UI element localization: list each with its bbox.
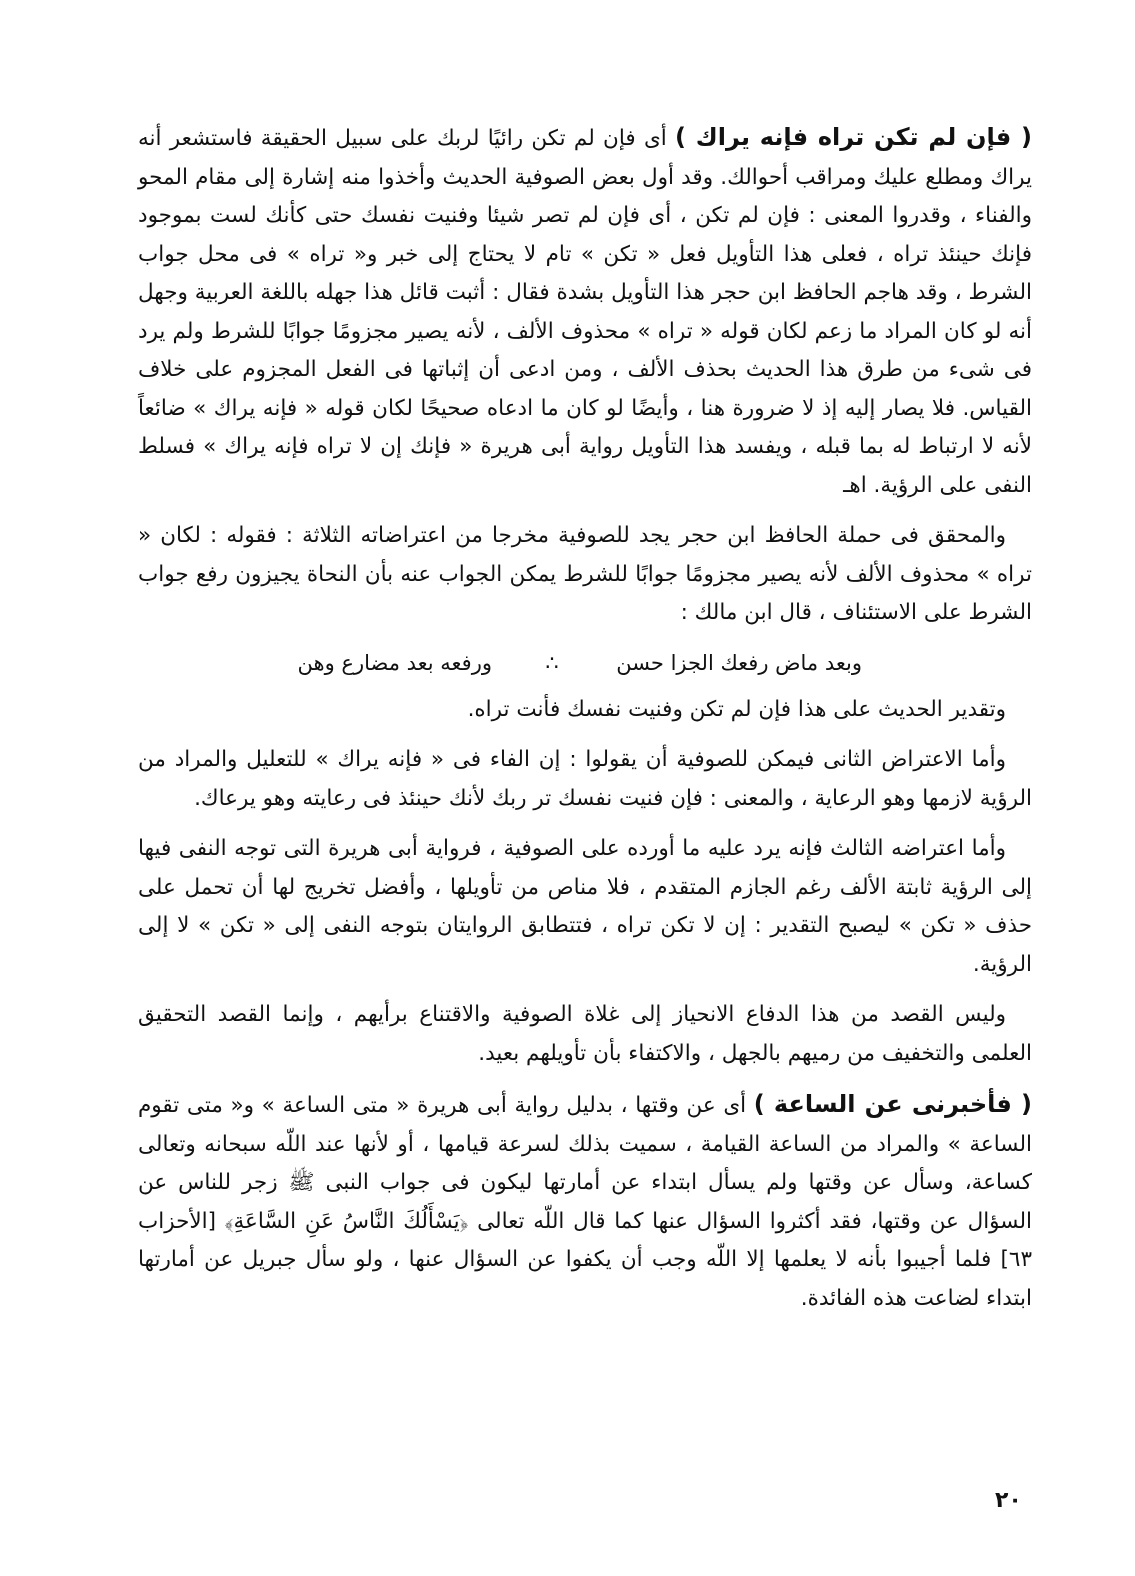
paragraph-text: أى عن وقتها ، بدليل رواية أبى هريرة « متى الساعة » و« متى تقوم الساعة » والمراد من الساعة القيامة ، سميت بذلك لسرعة قيامها ، أو لأنها عند اللّه سبحانه وتعالى كساعة، وسأل عن وقتها ولم يسأل ابتداء عن أمارتها ليكون فى جواب النبى ﷺ زجر للناس عن السؤال عن وقتها، فقد أكثروا السؤال عنها كما قال اللّه تعالى ﴿يَسْأَلُكَ النَّاسُ عَنِ السَّاعَةِ﴾ [الأحزاب ٦٣] فلما أجيبوا بأنه لا يعلمها إلا اللّه وجب أن يكفوا عن السؤال عنها ، ولو سأل جبريل عن أمارتها ابتداء لضاعت هذه الفائدة. <box>138 1093 1032 1311</box>
paragraph-taqdir: وتقدير الحديث على هذا فإن لم تكن وفنيت نفسك فأنت تراه. <box>467 696 1006 722</box>
hadith-quote-lead: ( فإن لم تكن تراه فإنه يراك ) <box>675 123 1032 151</box>
paragraph-second-objection: وأما الاعتراض الثانى فيمكن للصوفية أن يقولوا : إن الفاء فى « فإنه يراك » للتعليل والمراد من الرؤية لازمها وهو الرعاية ، والمعنى : فإن فنيت نفسك تر ربك لأنك حينئذ فى رعايته وهو يرعاك. <box>138 747 1032 811</box>
paragraph-hadith-sa-a <box>138 1085 1032 1318</box>
paragraph-muhaqqiq <box>138 517 1032 633</box>
paragraph-text: والمحقق فى حملة الحافظ ابن حجر يجد للصوفية مخرجا من اعتراضاته الثلاثة : فقوله : لكان « تراه » محذوف الألف لأنه يصير مجزومًا جوابًا للشرط يمكن الجواب عنه بأن النحاة يجيزون رفع جواب الشرط على الاستئناف ، قال ابن مالك : <box>138 523 1032 625</box>
spacer <box>138 729 1032 741</box>
spacer <box>138 1073 1032 1085</box>
spacer <box>138 505 1032 517</box>
verse-second-hemistich: ورفعه بعد مضارع وهن <box>297 650 492 675</box>
paragraph-third-objection: وأما اعتراضه الثالث فإنه يرد عليه ما أورده على الصوفية ، فرواية أبى هريرة التى توجه النفى فيها إلى الرؤية ثابتة الألف رغم الجازم المتقدم ، فلا مناص من تأويلها ، وأفضل تخريج لها أن تحمل على حذف « تكن » ليصبح التقدير : إن لا تكن تراه ، فتتطابق الروايتان بتوجه النفى إلى « تكن » لا إلى الرؤية. <box>138 836 1032 977</box>
verse-separator: ∴ <box>545 650 559 675</box>
spacer <box>138 984 1032 996</box>
verse-first-hemistich: وبعد ماض رفعك الجزا حسن <box>616 650 862 675</box>
paragraph-clarification: وليس القصد من هذا الدفاع الانحياز إلى غلاة الصوفية والاقتناع برأيهم ، وإنما القصد التحقيق العلمى والتخفيف من رميهم بالجهل ، والاكتفاء بأن تأويلهم بعيد. <box>138 1002 1032 1066</box>
spacer <box>138 818 1032 830</box>
page-number: ٢٠ <box>995 1488 1022 1513</box>
paragraph-text: أى فإن لم تكن رائيًا لربك على سبيل الحقيقة فاستشعر أنه يراك ومطلع عليك ومراقب أحوالك. وقد أول بعض الصوفية الحديث وأخذوا منه إشارة إلى مقام المحو والفناء ، وقدروا المعنى : فإن لم تكن ، أى فإن لم تصر شيئا وفنيت نفسك حتى كأنك لست بموجود فإنك حينئذ تراه ، فعلى هذا التأويل فعل « تكن » تام لا يحتاج إلى خبر و« تراه » فى محل جواب الشرط ، وقد هاجم الحافظ ابن حجر هذا التأويل بشدة فقال : أثبت قائل هذا جهله باللغة العربية وجهل أنه لو كان المراد ما زعم لكان قوله « تراه » محذوف الألف ، لأنه يصير مجزومًا جوابًا للشرط ولم يرد فى شىء من طرق هذا الحديث بحذف الألف ، ومن ادعى أن إثباتها فى الفعل المجزوم على خلاف القياس. فلا يصار إليه إذ لا ضرورة هنا ، وأيضًا لو كان ما ادعاه صحيحًا لكان قوله « فإنه يراك » ضائعاً لأنه لا ارتباط له بما قبله ، ويفسد هذا التأويل رواية أبى هريرة « فإنك إن لا تراه فإنه يراك » فسلط النفى على الرؤية. اهـ <box>138 126 1032 498</box>
poetry-verse <box>138 643 1032 683</box>
paragraph-hadith-ihsan <box>138 118 1032 505</box>
hadith-quote-lead: ( فأخبرنى عن الساعة ) <box>753 1090 1033 1118</box>
document-page <box>138 118 1032 1318</box>
